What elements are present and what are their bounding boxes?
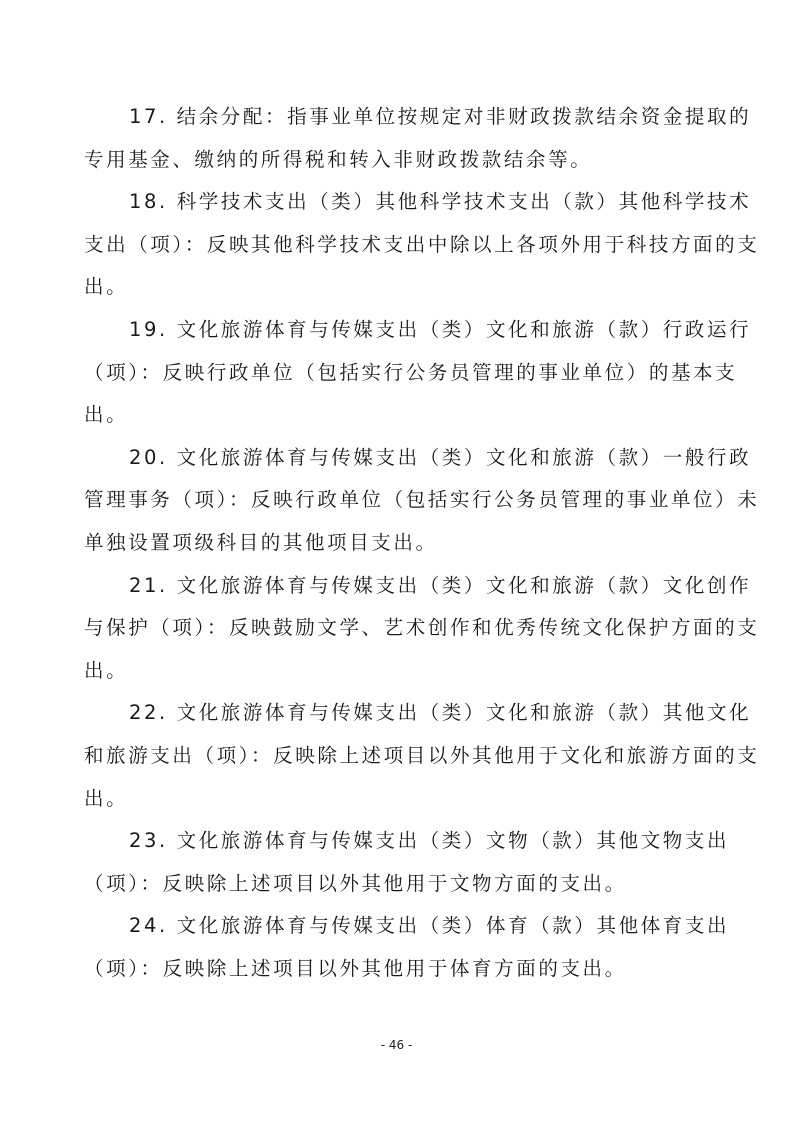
- paragraph: [84, 181, 760, 309]
- text-line: （项）：反映除上述项目以外其他用于体育方面的支出。: [84, 956, 627, 980]
- text-line: 与保护（项）：反映鼓励文学、艺术创作和优秀传统文化保护方面的支: [84, 616, 760, 640]
- paragraph: [84, 820, 730, 905]
- text-line: 支出（项）：反映其他科学技术支出中除以上各项外用于科技方面的支: [84, 232, 760, 256]
- text-line: 23. 文化旅游体育与传媒支出（类）文物（款）其他文物支出: [129, 829, 730, 853]
- text-line: 和旅游支出（项）：反映除上述项目以外其他用于文化和旅游方面的支: [84, 743, 760, 767]
- text-line: 17. 结余分配：指事业单位按规定对非财政拨款结余资金提取的: [129, 105, 752, 128]
- text-line: 出。: [84, 658, 129, 682]
- text-line: 18. 科学技术支出（类）其他科学技术支出（款）其他科学技术: [129, 190, 752, 214]
- text-line: 出。: [84, 786, 129, 810]
- paragraph: [84, 437, 760, 565]
- paragraph: [84, 96, 752, 181]
- paragraph: [84, 692, 760, 820]
- text-line: 20. 文化旅游体育与传媒支出（类）文化和旅游（款）一般行政: [129, 445, 752, 469]
- text-line: 单独设置项级科目的其他项目支出。: [84, 530, 438, 554]
- document-body: [84, 96, 760, 990]
- text-line: 21. 文化旅游体育与传媒支出（类）文化和旅游（款）文化创作: [129, 573, 752, 597]
- text-line: 24. 文化旅游体育与传媒支出（类）体育（款）其他体育支出: [129, 914, 730, 938]
- text-line: 出。: [84, 403, 129, 427]
- text-line: （项）：反映除上述项目以外其他用于文物方面的支出。: [84, 871, 627, 895]
- paragraph: [84, 565, 760, 693]
- text-line: 19. 文化旅游体育与传媒支出（类）文化和旅游（款）行政运行: [129, 317, 752, 341]
- paragraph: [84, 905, 730, 990]
- text-line: （项）：反映行政单位（包括实行公务员管理的事业单位）的基本支: [84, 360, 738, 384]
- text-line: 专用基金、缴纳的所得税和转入非财政拨款结余等。: [84, 147, 593, 171]
- text-line: 22. 文化旅游体育与传媒支出（类）文化和旅游（款）其他文化: [129, 701, 752, 725]
- text-line: 管理事务（项）：反映行政单位（包括实行公务员管理的事业单位）未: [84, 488, 760, 512]
- page-number: - 46 -: [380, 1038, 413, 1052]
- text-line: 出。: [84, 275, 129, 299]
- paragraph: [84, 309, 752, 437]
